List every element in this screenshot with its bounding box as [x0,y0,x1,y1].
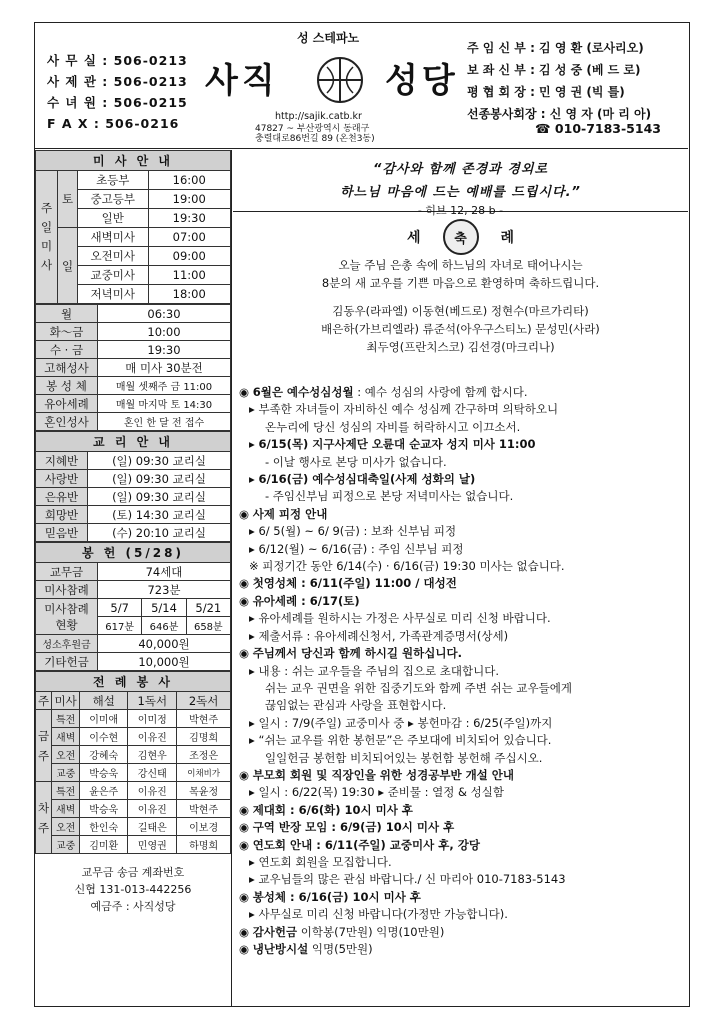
table-row: 화～금 10:00 [36,323,231,341]
notice-text: 제출서류 : 유아세례신청서, 가족관계증명서(상세) [258,628,509,643]
bulletin-header [35,23,688,149]
notice-heading: 연도회 안내 : 6/11(주일) 교중미사 후, 강당 [252,837,480,852]
announcement-area [233,150,688,1006]
table-row: 교무금 74세대 [36,563,231,581]
notice-item [239,732,688,749]
table-row: 오전 강혜숙 김현우 조정은 [36,746,231,764]
bullet-arrow-icon: ▸ [249,541,259,556]
notice-heading: 봉성체 : 6/16(금) 10시 미사 후 [252,889,421,904]
bullet-target-icon: ◉ [239,820,253,835]
notice-text: 피정기간 동안 6/14(수) · 6/16(금) 19:30 미사는 없습니다. [262,559,565,574]
notice-text: - 주임신부님 피정으로 본당 저녁미사는 없습니다. [265,489,514,504]
bullet-arrow-icon: ▸ [249,854,259,869]
notice-list [233,384,688,958]
baptism-names: 김동우(라파엘) 이동현(베드로) 정현수(마르가리타) 배은하(가브리엘라) 류준석(아우구스티노) 문성민(사라) 최두영(프란치스코) 김선경(마크리나) [321,304,600,354]
bullet-arrow-icon: ▸ [249,872,259,887]
bullet-target-icon: ◉ [239,942,253,956]
notice-item [239,593,688,610]
notice-item [239,506,688,523]
notice-item [239,680,688,697]
table-row: 희망반 (토) 14:30 교리실 [36,506,231,524]
notice-text: 6/12(월) ~ 6/16(금) : 주임 신부님 피정 [258,541,464,556]
notice-item [239,575,688,592]
service-title: 전 례 봉 사 [36,672,231,692]
notice-item [239,454,688,471]
notice-text: 사무실로 미리 신청 바랍니다(가정만 가능합니다). [258,907,508,922]
notice-item [239,854,688,871]
bullet-target-icon: ◉ [239,889,253,904]
bank-account-info: 교무금 송금 계좌번호 신협 131-013-442256 예금주 : 사직성당 [74,866,192,913]
table-row: 수 · 금 19:30 [36,341,231,359]
notice-item [239,802,688,819]
contact-phone: ☎ 010-7183-5143 [535,121,661,136]
table-header-row: 주 미사 해설 1독서 2독서 [36,692,231,710]
bullet-target-icon: ◉ [239,767,253,782]
notice-heading: 첫영성체 : 6/11(주일) 11:00 / 대성전 [252,576,457,591]
table-row: 봉 성 체 매월 셋째주 금 11:00 [36,377,231,395]
this-week-label: 금주 [36,710,52,782]
notice-item [239,697,688,714]
notice-text: “쉬는 교우를 위한 봉헌문”은 주보대에 비치되어 있습니다. [258,733,552,748]
table-row: 617분 646분 658분 [36,617,231,635]
table-row: 사랑반 (일) 09:30 교리실 [36,470,231,488]
notice-heading: 6월은 예수성심성월 [252,385,354,399]
bullet-arrow-icon: ▸ [249,785,259,800]
notice-heading: 구역 반장 모임 : 6/9(금) 10시 미사 후 [252,820,455,835]
bullet-target-icon: ◉ [239,576,253,591]
notice-heading: 감사헌금 [252,924,298,939]
bullet-target-icon: ◉ [239,385,253,399]
bullet-arrow-icon: ▸ [249,715,259,730]
catechism-title: 교 리 안 내 [36,432,231,452]
table-row: 교중 김미환 민영권 하명희 [36,836,231,854]
notice-text: 온누리에 당신 성심의 자비를 허락하시고 이끄소서. [265,419,521,434]
notice-text: 일시 : 7/9(주일) 교중미사 중 ▸ 봉헌마감 : 6/25(주일)까지 [258,715,553,730]
table-row: 월 06:30 [36,305,231,323]
notice-item [239,488,688,505]
notice-heading: 부모회 회원 및 직장인을 위한 성경공부반 개설 안내 [252,767,515,782]
clergy-funeral: 선종봉사회장 : 신 영 자 (마 리 아) [467,107,652,121]
parish-name-right: 성당 [385,61,459,101]
service-table [35,671,231,854]
notice-item [239,924,688,941]
notice-heading: 냉난방시설 [252,942,309,956]
table-row: 혼인성사 혼인 한 달 전 접수 [36,413,231,431]
notice-item [239,871,688,888]
notice-text: 이학봉(7만원) 익명(10만원) [297,924,445,939]
table-row: 성소후원금 40,000원 [36,635,231,653]
saturday-label: 토 [58,171,78,228]
notice-text: 끊임없는 관심과 사랑을 표현합시다. [265,698,447,713]
notice-item [239,837,688,854]
mass-title: 미 사 안 내 [36,151,231,171]
bullet-arrow-icon: ▸ [249,663,259,678]
table-row: 고해성사 매 미사 30분전 [36,359,231,377]
notice-text: - 이날 행사로 본당 미사가 없습니다. [265,454,447,469]
notice-item [239,767,688,784]
clergy-council: 평 협 회 장 : 민 영 권 (빅 틀) [467,85,625,99]
notice-text: 쉬는 교우 권면을 위한 집중기도와 함께 주변 쉬는 교우들에게 [265,680,572,695]
bullet-arrow-icon: ▸ [249,611,259,626]
table-row: 교중 박승욱 강신태 이채비가 [36,764,231,782]
patron-saint: 성 스테파노 [297,31,360,45]
bullet-arrow-icon: ▸ [249,472,259,487]
bullet-arrow-icon: ▸ [249,628,259,643]
table-row: 기타헌금 10,000원 [36,653,231,671]
notice-item [239,645,688,662]
sunday-label: 일 [58,228,78,304]
table-row: 오전 한인숙 길태은 이보경 [36,818,231,836]
sunday-mass-label: 주일미사 [36,171,58,304]
table-row: 금주 특전 이미애 이미정 박현주 [36,710,231,728]
table-row: 새벽 이수현 이유진 김명희 [36,728,231,746]
clergy-assistant: 보 좌 신 부 : 김 성 중 (베 드 로) [467,63,641,77]
notice-item [239,819,688,836]
notice-heading: 주님께서 당신과 함께 하시길 원하십니다. [252,646,462,661]
notice-item [239,906,688,923]
bullet-arrow-icon: ▸ [249,524,259,539]
notice-item [239,628,688,645]
notice-item [239,941,688,958]
notice-text: 부족한 자녀들이 자비하신 예수 성심께 간구하며 의탁하오니 [258,402,559,417]
contact-list [47,50,188,134]
notice-item [239,419,688,436]
notice-item [239,889,688,906]
notice-item [239,523,688,540]
parish-address: 47827 ~ 부산광역시 동래구 충렬대로86번길 89 (온천3동) [255,124,375,144]
table-row: 유아세례 매월 마지막 토 14:30 [36,395,231,413]
offering-table [35,542,231,671]
notice-text: 내용 : 쉬는 교우들을 주님의 집으로 초대합니다. [258,663,499,678]
bullet-target-icon: ◉ [239,924,253,939]
baptism-announcement: 세 축 례 오늘 주님 은총 속에 하느님의 자녀로 태어나시는 8분의 새 교우를 기쁜 마음으로 환영하며 축하드립니다. 김동우(라파엘) 이동현(베드로) 정현수(마르가리타) 배은하(가브리엘라) 류준석(아우구스티노) 문성민(사라) 최두영(프란치스코) 김선경(마크리나) [233,212,688,384]
notice-heading: 6/16(금) 예수성심대축일(사제 성화의 날) [258,472,476,487]
parish-name-left: 사직 [205,61,279,101]
bullet-target-icon: ◉ [239,593,253,608]
weekday-mass-table [35,304,231,431]
attendance-label: 미사참례 현황 [36,599,98,635]
parish-name [195,53,485,109]
parish-url[interactable]: http://sajik.catb.kr [275,111,362,122]
contact-office: 사 무 실 : 506-0213 [47,53,188,68]
mass-table: 미 사 안 내 주일미사 토 초등부 16:00 중고등부 19:00 일반 19:30 일 새벽미사 07:00 오전미사 09:00 교중미사 11:00 저녁미사 18:00 [35,150,231,304]
offering-title: 봉 헌 (5/28) [36,543,231,563]
notice-text: 익명(5만원) [308,942,373,956]
celebration-seal-icon: 축 [443,219,479,255]
notice-item [239,558,688,575]
notice-item [239,663,688,680]
table-row: 은유반 (일) 09:30 교리실 [36,488,231,506]
next-week-label: 차주 [36,782,52,854]
table-row: 차주 특전 윤은주 이유진 목윤정 [36,782,231,800]
notice-text: 교우님들의 많은 관심 바랍니다./ 신 마리아 010-7183-5143 [258,872,566,887]
schedule-sidebar [35,150,232,1006]
contact-convent: 수 녀 원 : 506-0215 [47,95,188,110]
notice-text: 6/ 5(월) ~ 6/ 9(금) : 보좌 신부님 피정 [258,524,457,539]
table-row: 믿음반 (수) 20:10 교리실 [36,524,231,542]
bullet-target-icon: ◉ [239,646,253,661]
notice-item [239,750,688,767]
notice-item [239,610,688,627]
table-row: 미사참례 723분 [36,581,231,599]
notice-item [239,471,688,488]
notice-item [239,384,688,401]
bullet-arrow-icon: ▸ [249,437,259,452]
bulletin-page [34,22,690,1007]
notice-item [239,541,688,558]
contact-fax: F A X : 506-0216 [47,116,180,131]
notice-heading: 6/15(목) 지구사제단 오륜대 순교자 성지 미사 11:00 [258,437,536,452]
notice-heading: 사제 피정 안내 [252,506,328,521]
notice-text: 일시 : 6/22(목) 19:30 ▸ 준비물 : 열정 & 성실함 [258,785,504,800]
notice-text: 유아세례를 원하시는 가정은 사무실로 미리 신청 바랍니다. [258,611,551,626]
notice-item [239,401,688,418]
notice-text: 일일헌금 봉헌함 비치되어있는 봉헌함 봉헌해 주십시오. [265,750,543,765]
note-mark-icon: ※ [249,559,263,574]
table-row: 미사참례 현황 5/7 5/14 5/21 [36,599,231,617]
bullet-arrow-icon: ▸ [249,402,259,417]
scripture-quote: “감사와 함께 존경과 경외로 하느님 마음에 드는 예배를 드립시다.” - 히브 12, 28 b - [233,150,688,212]
notice-item [239,436,688,453]
catechism-table [35,431,231,542]
scripture-source: - 히브 12, 28 b - [417,204,504,217]
baptism-title: 세 축 례 [233,218,688,256]
notice-text: : 예수 성심의 사랑에 함께 합시다. [353,385,528,399]
clergy-list [467,37,651,125]
notice-text: 연도회 회원을 모집합니다. [258,854,392,869]
table-row: 새벽 박승욱 이유진 박현주 [36,800,231,818]
notice-heading: 제대회 : 6/6(화) 10시 미사 후 [252,802,413,817]
table-row: 지혜반 (일) 09:30 교리실 [36,452,231,470]
bullet-target-icon: ◉ [239,837,253,852]
bullet-arrow-icon: ▸ [249,733,259,748]
notice-heading: 유아세례 : 6/17(토) [252,593,360,608]
bullet-arrow-icon: ▸ [249,907,259,922]
notice-item [239,715,688,732]
bullet-target-icon: ◉ [239,506,253,521]
clergy-pastor: 주 임 신 부 : 김 영 환 (로사리오) [467,41,644,55]
notice-item [239,784,688,801]
parish-logo-icon [315,55,365,109]
bullet-target-icon: ◉ [239,802,253,817]
contact-rectory: 사 제 관 : 506-0213 [47,74,188,89]
